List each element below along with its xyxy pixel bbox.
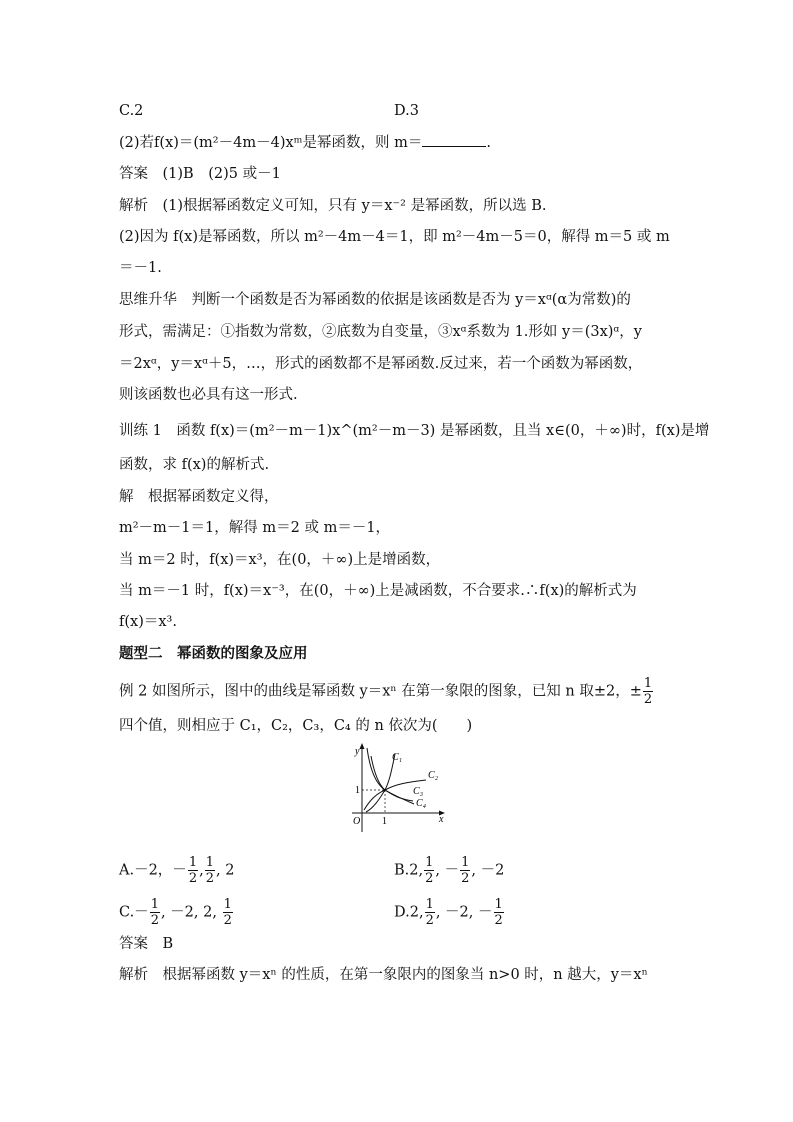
graph-origin-label: O — [353, 816, 361, 827]
training-line-3: 解 根据幂函数定义得， — [119, 489, 279, 505]
training-line-6: 当 m＝－1 时，f(x)＝x⁻³，在(0，＋∞)上是减函数，不合要求.∴f(x)的解析式为 — [119, 583, 637, 599]
curve-c4 — [367, 748, 414, 804]
graph-y-label: y — [355, 746, 360, 757]
thinking-line-4: 则该函数也必具有这一形式. — [119, 387, 298, 403]
question-2: (2)若f(x)＝(m²－4m－4)xᵐ是幂函数，则 m＝ . — [119, 135, 492, 151]
curve-c1 — [366, 754, 395, 812]
graph-x-label: x — [439, 814, 444, 825]
analysis-3: 解析 根据幂函数 y＝xⁿ 的性质，在第一象限内的图象当 n>0 时，n 越大，y＝xⁿ — [119, 967, 648, 983]
training-line-7: f(x)＝x³. — [119, 614, 177, 630]
example-fraction: $\frac{1}{2}$ — [643, 676, 653, 707]
option-d: D.2, $\frac{1}{2}$ , －2, － $\frac{1}{2}$ — [394, 897, 503, 928]
example-line-2: 四个值，则相应于 C₁，C₂，C₃，C₄ 的 n 依次为( ) — [119, 718, 473, 734]
option-c-q1: C.2 — [119, 103, 144, 119]
thinking-line-2: 形式，需满足：①指数为常数，②底数为自变量，③xᵅ系数为 1.形如 y＝(3x)ᵅ，y — [119, 324, 642, 340]
answer-1: 答案 (1)B (2)5 或－1 — [119, 166, 281, 182]
option-c: C.－ $\frac{1}{2}$ , －2, 2, $\frac{1}{2}$ — [119, 897, 232, 928]
training-line-5: 当 m＝2 时，f(x)＝x³，在(0，＋∞)上是增函数， — [119, 552, 441, 568]
graph-x-one: 1 — [382, 816, 387, 827]
option-d-q1: D.3 — [394, 103, 419, 119]
power-function-graph — [338, 742, 448, 838]
thinking-line-1: 思维升华 判断一个函数是否为幂函数的依据是该函数是否为 y＝xᵅ(α为常数)的 — [119, 292, 631, 308]
label-c1: C₁ — [392, 752, 403, 763]
analysis-2b: ＝－1. — [119, 260, 162, 276]
graph-y-one: 1 — [355, 785, 360, 796]
answer-blank — [422, 133, 486, 147]
example-line-1: 例 2 如图所示，图中的曲线是幂函数 y＝xⁿ 在第一象限的图象，已知 n 取±2，± $\frac{1}{2}$ — [119, 676, 653, 707]
thinking-line-3: ＝2xᵅ，y＝xᵅ＋5，…，形式的函数都不是幂函数.反过来，若一个函数为幂函数， — [119, 356, 643, 372]
answer-2: 答案 B — [119, 936, 174, 952]
training-line-4: m²－m－1＝1，解得 m＝2 或 m＝－1， — [119, 520, 391, 536]
training-line-2: 函数，求 f(x)的解析式. — [119, 457, 270, 473]
training-line-1: 训练 1 函数 f(x)＝(m²－m－1)x^(m²－m－3) 是幂函数，且当 x∈(0，＋∞)时，f(x)是增 — [119, 423, 710, 439]
section-title: 题型二 幂函数的图象及应用 — [119, 645, 308, 662]
label-c4: C₄ — [416, 798, 427, 809]
label-c2: C₂ — [428, 770, 439, 781]
option-b: B.2, $\frac{1}{2}$ , － $\frac{1}{2}$ , －2 — [394, 855, 505, 886]
analysis-2a: (2)因为 f(x)是幂函数，所以 m²－4m－4＝1，即 m²－4m－5＝0，解得 m＝5 或 m — [119, 229, 670, 245]
y-axis-arrow — [360, 743, 365, 749]
label-c3: C₃ — [413, 786, 424, 797]
option-a: A.－2，－ $\frac{1}{2}$ , $\frac{1}{2}$ , 2 — [119, 855, 235, 886]
analysis-1: 解析 (1)根据幂函数定义可知，只有 y＝x⁻² 是幂函数，所以选 B. — [119, 198, 547, 214]
